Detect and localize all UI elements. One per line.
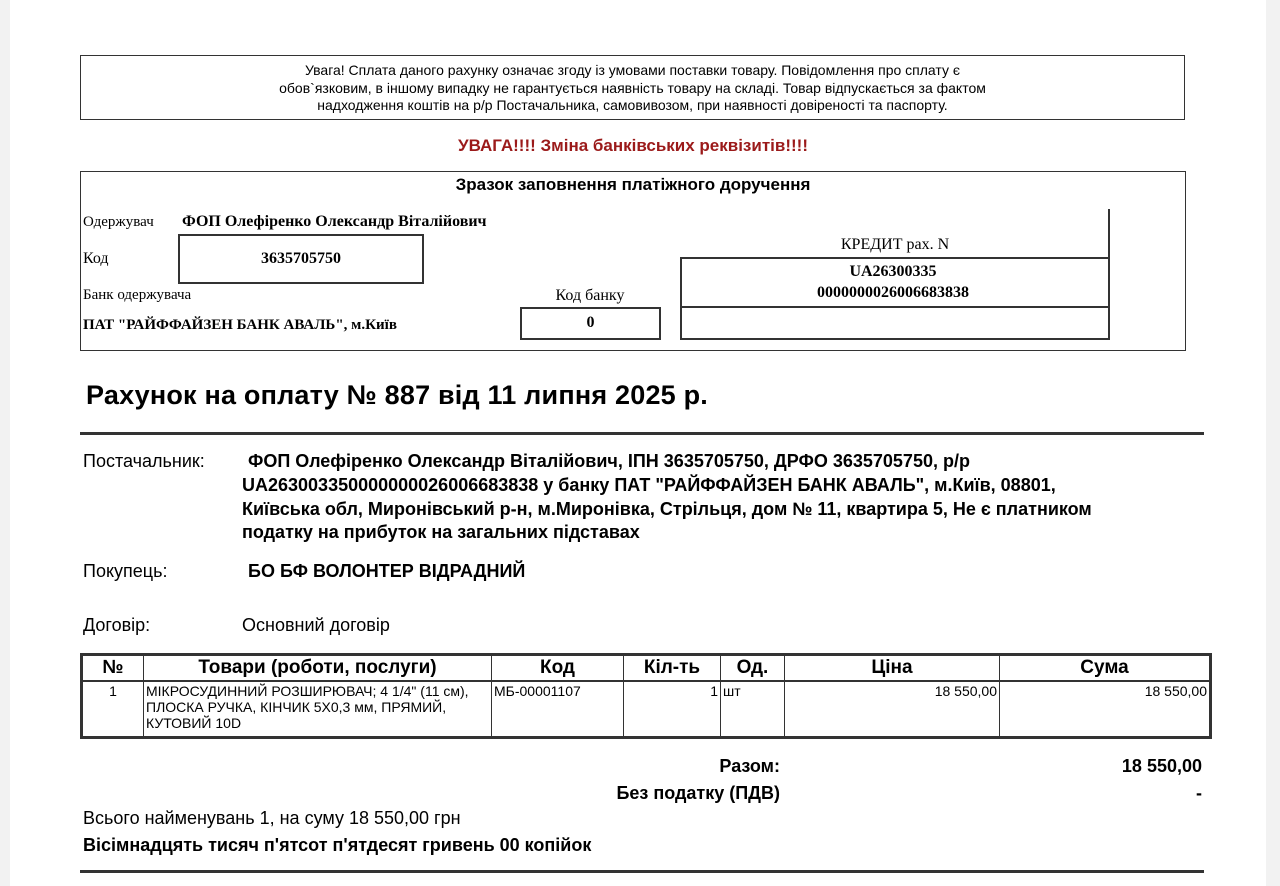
credit-top-border [680, 257, 1110, 259]
credit-account-label: КРЕДИТ рах. N [840, 236, 950, 253]
supplier-line-3: Київська обл, Миронівський р-н, м.Миронівка, Стрільця, дом № 11, квартира 5, Не є платником [242, 499, 1092, 519]
bank-label: Банк одержувача [83, 287, 192, 303]
bank-code-label: Код банку [555, 287, 625, 304]
contract-label: Договір: [83, 615, 151, 635]
bank-value: ПАТ "РАЙФФАЙЗЕН БАНК АВАЛЬ", м.Київ [83, 317, 397, 333]
cell-num: 1 [82, 681, 144, 738]
total-label: Разом: [719, 756, 780, 776]
notice-line-2: обов`язковим, в іншому випадку не гарантується наявність товару на складі. Товар відпускається за фактом [279, 79, 986, 96]
code-label: Код [83, 250, 109, 267]
contract-value: Основний договір [242, 615, 390, 635]
col-header-code: Код [492, 655, 624, 682]
cell-unit: шт [721, 681, 785, 738]
bottom-divider [80, 870, 1204, 873]
cell-qty: 1 [624, 681, 721, 738]
items-table [80, 653, 1212, 739]
recipient-value: ФОП Олефіренко Олександр Віталійович [182, 213, 487, 230]
cell-name: МІКРОСУДИННИЙ РОЗШИРЮВАЧ; 4 1/4" (11 см), ПЛОСКА РУЧКА, КІНЧИК 5Х0,3 мм, ПРЯМИЙ, КУТОВИЙ 10D [144, 681, 492, 738]
table-header-row [82, 655, 1211, 682]
col-header-goods: Товари (роботи, послуги) [144, 655, 492, 682]
bank-details-warning: УВАГА!!!! Зміна банківських реквізитів!!!! [458, 136, 808, 155]
supplier-label: Постачальник: [83, 451, 205, 471]
payment-notice [80, 55, 1185, 120]
invoice-page [10, 0, 1266, 886]
code-value: 3635705750 [261, 250, 341, 267]
credit-account-line-2: 0000000026006683838 [817, 284, 969, 301]
notice-line-3: надходження коштів на р/р Постачальника, самовивозом, при наявності довіреності та паспорту. [317, 97, 948, 113]
invoice-title: Рахунок на оплату № 887 від 11 липня 2025 р. [86, 380, 708, 410]
credit-account-line-1: UA26300335 [849, 263, 937, 280]
items-count-summary: Всього найменувань 1, на суму 18 550,00 грн [83, 808, 461, 828]
payment-template-title: Зразок заповнення платіжного доручення [455, 175, 811, 194]
col-header-unit: Од. [721, 655, 785, 682]
total-value: 18 550,00 [1121, 756, 1202, 776]
table-row [82, 681, 1211, 738]
credit-mid-border [680, 306, 1110, 308]
credit-right-border [1108, 209, 1110, 340]
title-divider [80, 432, 1204, 435]
cell-price: 18 550,00 [785, 681, 1000, 738]
notice-line-1: Увага! Сплата даного рахунку означає згоду із умовами поставки товару. Повідомлення про сплату є [305, 62, 960, 78]
cell-code: МБ-00001107 [492, 681, 624, 738]
supplier-line-1: ФОП Олефіренко Олександр Віталійович, ІПН 3635705750, ДРФО 3635705750, р/р [248, 451, 970, 471]
buyer-value: БО БФ ВОЛОНТЕР ВІДРАДНИЙ [248, 561, 526, 581]
col-header-sum: Сума [1000, 655, 1211, 682]
credit-bottom-border [680, 338, 1110, 340]
supplier-line-2: UA263003350000000026006683838 у банку ПАТ "РАЙФФАЙЗЕН БАНК АВАЛЬ", м.Київ, 08801, [242, 475, 1056, 495]
cell-sum: 18 550,00 [1000, 681, 1211, 738]
supplier-line-4: податку на прибуток на загальних підставах [242, 522, 640, 542]
col-header-qty: Кіл-ть [624, 655, 721, 682]
recipient-label: Одержувач [83, 214, 154, 230]
bank-code-value: 0 [586, 314, 595, 331]
tax-label: Без податку (ПДВ) [616, 783, 780, 803]
col-header-price: Ціна [785, 655, 1000, 682]
col-header-num: № [82, 655, 144, 682]
amount-in-words: Вісімнадцять тисяч п'ятсот п'ятдесят гривень 00 копійок [83, 835, 592, 855]
buyer-label: Покупець: [83, 561, 168, 581]
tax-value: - [1196, 783, 1202, 803]
